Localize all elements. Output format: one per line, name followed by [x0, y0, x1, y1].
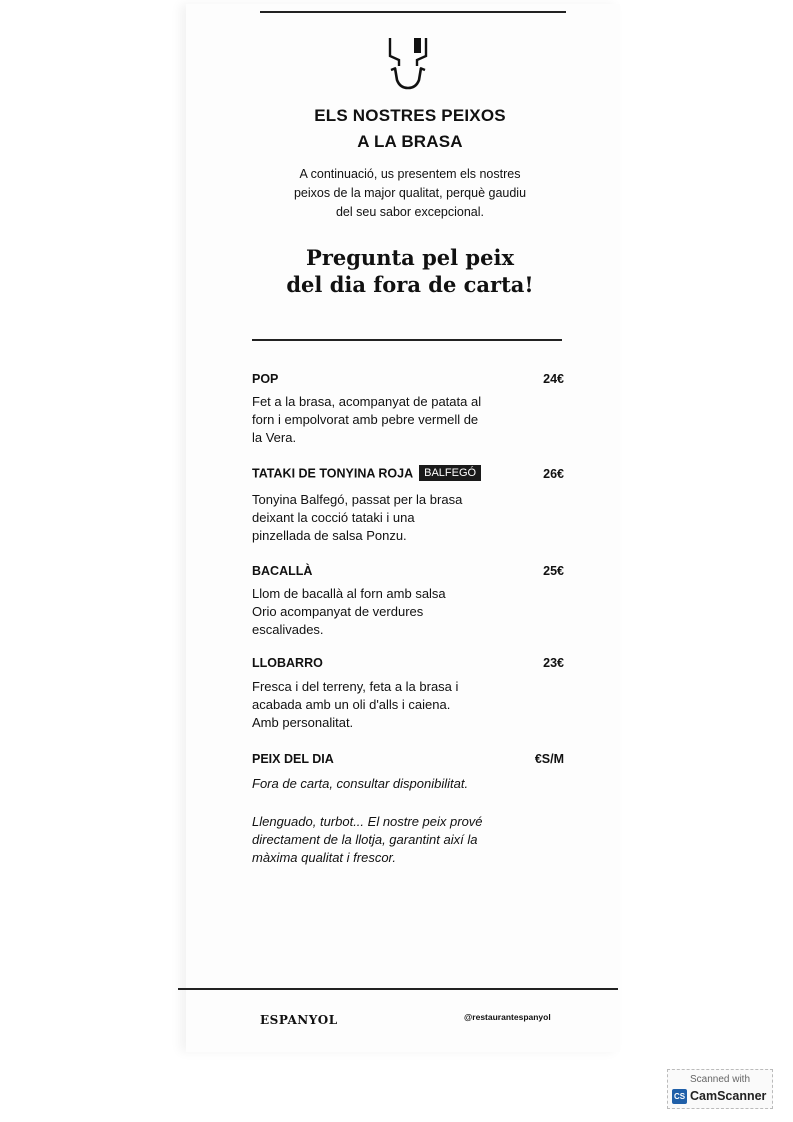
footer-brand: ESPANYOL — [260, 1013, 338, 1027]
desc-line: escalivades. — [252, 622, 324, 637]
balfego-badge: BALFEGÓ — [419, 465, 481, 481]
desc-line: pinzellada de salsa Ponzu. — [252, 528, 407, 543]
item-price: 25€ — [543, 564, 564, 578]
item-description — [252, 585, 517, 639]
item-name: POP — [252, 372, 279, 386]
camscanner-logo-icon: CS — [672, 1089, 687, 1104]
intro-line: del seu sabor excepcional. — [335, 205, 484, 219]
item-name — [252, 466, 481, 482]
promo-line: Pregunta pel peix — [306, 245, 514, 270]
item-description — [252, 678, 517, 732]
promo-line: del dia fora de carta! — [286, 272, 534, 297]
item-name: LLOBARRO — [252, 656, 323, 670]
top-divider — [260, 11, 566, 13]
desc-line: deixant la cocció tataki i una — [252, 510, 415, 525]
desc-line: Orio acompanyat de verdures — [252, 604, 424, 619]
intro-line: A continuació, us presentem els nostres — [299, 167, 521, 181]
watermark-brand: CamScanner — [690, 1089, 767, 1103]
desc-line: acabada amb un oli d'alls i caiena. — [252, 697, 451, 712]
fork-bull-logo-icon — [387, 36, 429, 92]
desc-line: Tonyina Balfegó, passat per la brasa — [252, 492, 463, 507]
desc-line: Amb personalitat. — [252, 715, 354, 730]
page-title: ELS NOSTRES PEIXOS — [314, 106, 506, 125]
desc-line: Fet a la brasa, acompanyat de patata al — [252, 394, 482, 409]
note-line: directament de la llotja, garantint així la — [252, 832, 478, 847]
page-title-line2: A LA BRASA — [357, 132, 463, 151]
camscanner-watermark — [667, 1069, 773, 1109]
section-divider — [252, 339, 562, 341]
item-name-text: TATAKI DE TONYINA ROJA — [252, 466, 414, 481]
item-name: PEIX DEL DIA — [252, 752, 334, 766]
item-price: €S/M — [534, 752, 564, 766]
desc-line: Fresca i del terreny, feta a la brasa i — [252, 679, 459, 694]
note-line: màxima qualitat i frescor. — [252, 850, 397, 865]
item-description — [252, 393, 517, 447]
item-price: 23€ — [543, 656, 564, 670]
sourcing-note — [252, 813, 522, 867]
item-name: BACALLÀ — [252, 564, 313, 578]
item-price: 24€ — [543, 372, 564, 386]
promo-heading — [260, 244, 560, 298]
item-price: 26€ — [543, 467, 564, 481]
intro-text — [270, 165, 550, 222]
footer-divider — [178, 988, 618, 990]
instagram-handle: @restaurantespanyol — [464, 1012, 551, 1022]
intro-line: peixos de la major qualitat, perquè gaudiu — [293, 186, 527, 200]
item-description — [252, 775, 517, 793]
desc-line: la Vera. — [252, 430, 297, 445]
desc-line: forn i empolvorat amb pebre vermell de — [252, 412, 479, 427]
note-line: Llenguado, turbot... El nostre peix prové — [252, 814, 483, 829]
desc-line: Llom de bacallà al forn amb salsa — [252, 586, 446, 601]
watermark-caption: Scanned with — [689, 1074, 751, 1085]
desc-line: Fora de carta, consultar disponibilitat. — [252, 776, 469, 791]
item-description — [252, 491, 517, 545]
